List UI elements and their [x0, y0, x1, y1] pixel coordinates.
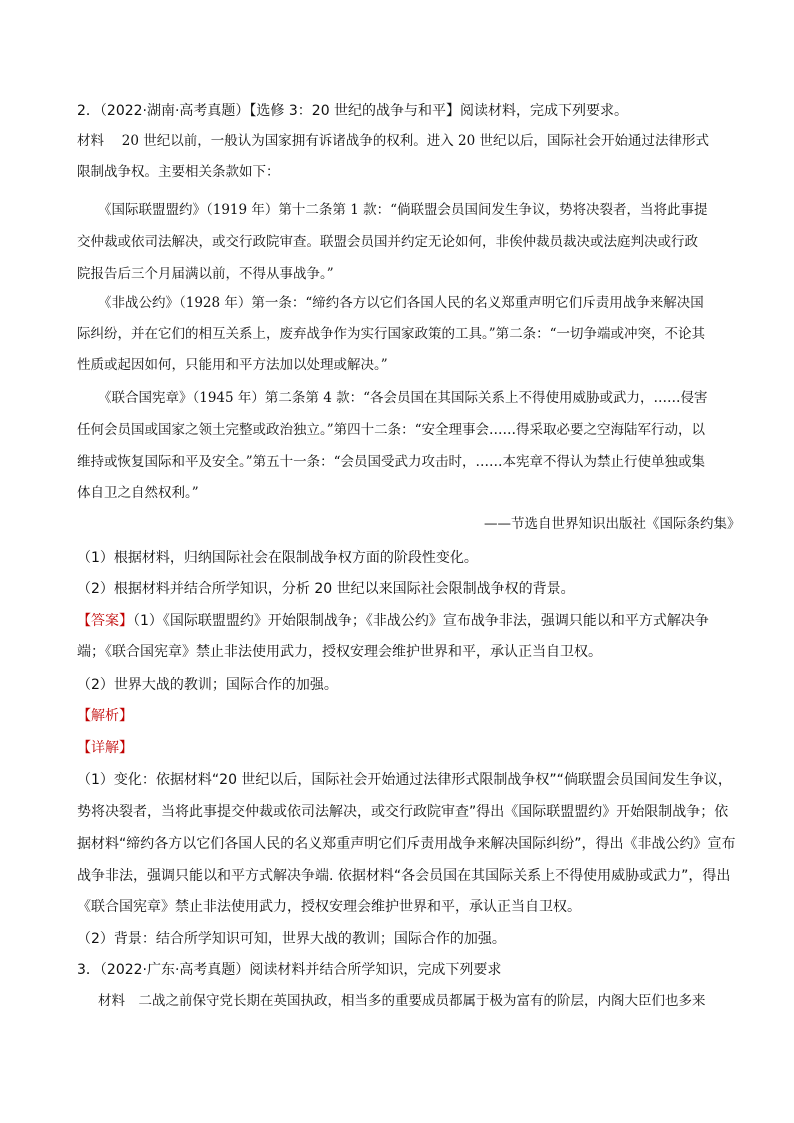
detail-line: 《联合国宪章》禁止非法使用武力，授权安理会维护世界和平，承认正当自卫权。: [77, 899, 581, 915]
material-line: 《国际联盟盟约》（1919 年）第十二条第 1 款：“倘联盟会员国间发生争议，势将决裂者，当将此事提: [98, 202, 708, 218]
material-line: 材料 20 世纪以前，一般认为国家拥有诉诸战争的权利。进入 20 世纪以后，国际社会开始通过法律形式: [77, 133, 710, 149]
answer-text: （1）《国际联盟盟约》开始限制战争；《非战公约》宣布战争非法，强调只能以和平方式解决争: [133, 613, 709, 629]
material-source: ——节选自世界知识出版社《国际条约集》: [484, 516, 741, 532]
question-3-material: 材料 二战之前保守党长期在英国执政，相当多的重要成员都属于极为富有的阶层，内阁大臣们也多来: [98, 993, 706, 1009]
answer-line-3: （2）世界大战的教训；国际合作的加强。: [77, 677, 338, 693]
material-line: 《联合国宪章》（1945 年）第二条第 4 款：“各会员国在其国际关系上不得使用威胁或武力，……侵害: [98, 390, 708, 406]
material-line: 限制战争权。主要相关条款如下：: [77, 164, 280, 180]
detail-line: （1）变化：依据材料“20 世纪以后，国际社会开始通过法律形式限制战争权”“倘联盟会员国间发生争议，: [77, 772, 732, 788]
material-line: 体自卫之自然权利。”: [77, 485, 199, 501]
material-line: 《非战公约》（1928 年）第一条：“缔约各方以它们各国人民的名义郑重声明它们斥责用战争来解决国: [98, 295, 704, 311]
answer-line-1: [77, 611, 709, 631]
detail-line: （2）背景：结合所学知识可知，世界大战的教训；国际合作的加强。: [77, 931, 506, 947]
material-line: 维持或恢复国际和平及安全。”第五十一条：“会员国受武力攻击时，……本宪章不得认为禁止行使单独或集: [77, 454, 706, 470]
material-line: 任何会员国或国家之领土完整或政治独立。”第四十二条：“安全理事会……得采取必要之空海陆军行动，以: [77, 422, 706, 438]
detail-line: 势将决裂者，当将此事提交仲裁或依司法解决，或交行政院审查”得出《国际联盟盟约》开始限制战争；依: [77, 804, 729, 820]
analysis-label: 【解析】: [77, 708, 133, 724]
material-line: 院报告后三个月届满以前，不得从事战争。”: [77, 266, 334, 282]
answer-label: 【答案】: [77, 613, 133, 629]
detail-line: 据材料“缔约各方以它们各国人民的名义郑重声明它们斥责用战争来解决国际纠纷”，得出《非战公约》宣布: [77, 836, 736, 852]
sub-question-1: （1）根据材料，归纳国际社会在限制战争权方面的阶段性变化。: [77, 550, 478, 566]
answer-line-2: 端；《联合国宪章》禁止非法使用武力，授权安理会维护世界和平，承认正当自卫权。: [77, 644, 602, 660]
material-line: 交仲裁或依司法解决，或交行政院审查。联盟会员国并约定无论如何，非俟仲裁员裁决或法庭判决或行政: [77, 234, 698, 250]
material-line: 性质或起因如何，只能用和平方法加以处理或解决。”: [77, 357, 388, 373]
detail-label: 【详解】: [77, 740, 133, 756]
question-2-title: 2．（2022·湖南·高考真题）【选修 3：20 世纪的战争与和平】阅读材料，完成下列要求。: [77, 103, 629, 119]
material-line: 际纠纷，并在它们的相互关系上，废弃战争作为实行国家政策的工具。”第二条：“一切争端或冲突，不论其: [77, 326, 706, 342]
detail-line: 战争非法，强调只能以和平方式解决争端. 依据材料“各会员国在其国际关系上不得使用威胁或武力”，得出: [77, 868, 731, 884]
question-3-title: 3．（2022·广东·高考真题）阅读材料并结合所学知识，完成下列要求: [77, 962, 502, 978]
sub-question-2: （2）根据材料并结合所学知识，分析 20 世纪以来国际社会限制战争权的背景。: [77, 581, 575, 597]
